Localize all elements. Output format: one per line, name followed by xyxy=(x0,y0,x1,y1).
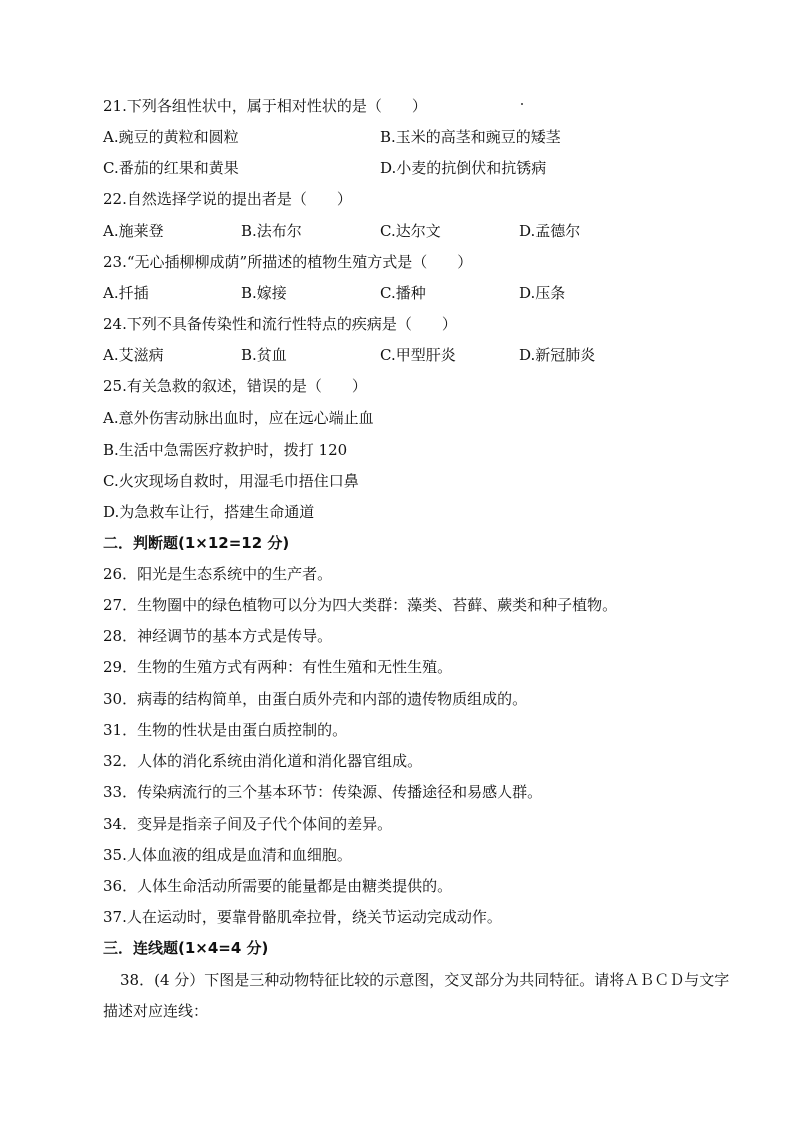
q24-option-a: A.艾滋病 xyxy=(103,346,164,364)
judge-item: 30．病毒的结构简单，由蛋白质外壳和内部的遗传物质组成的。 xyxy=(103,690,528,708)
judge-item: 34．变异是指亲子间及子代个体间的差异。 xyxy=(103,815,393,833)
judge-item: 33．传染病流行的三个基本环节：传染源、传播途径和易感人群。 xyxy=(103,783,543,801)
q21-option-b: B.玉米的高茎和豌豆的矮茎 xyxy=(380,128,561,146)
question-23: 23.“无心插柳柳成荫”所描述的植物生殖方式是（ ） xyxy=(103,253,473,271)
q25-option-b: B.生活中急需医疗救护时，拨打 120 xyxy=(103,441,348,459)
q25-option-a: A.意外伤害动脉出血时，应在远心端止血 xyxy=(103,409,374,427)
judge-item: 27．生物圈中的绿色植物可以分为四大类群：藻类、苔藓、蕨类和种子植物。 xyxy=(103,596,618,614)
section-2-title: 二．判断题(1×12=12 分) xyxy=(103,534,290,552)
question-25: 25.有关急救的叙述，错误的是（ ） xyxy=(103,377,367,395)
q23-option-c: C.播种 xyxy=(380,284,426,302)
question-38-continued: 描述对应连线： xyxy=(103,1002,209,1020)
q23-option-a: A.扦插 xyxy=(103,284,149,302)
judge-item: 26．阳光是生态系统中的生产者。 xyxy=(103,565,333,583)
q25-option-c: C.火灾现场自救时，用湿毛巾捂住口鼻 xyxy=(103,472,359,490)
q24-option-d: D.新冠肺炎 xyxy=(519,346,596,364)
q25-option-d: D.为急救车让行，搭建生命通道 xyxy=(103,503,315,521)
judge-item: 35.人体血液的组成是血清和血细胞。 xyxy=(103,846,352,864)
judge-item: 37.人在运动时，要靠骨骼肌牵拉骨，绕关节运动完成动作。 xyxy=(103,908,502,926)
judge-item: 28．神经调节的基本方式是传导。 xyxy=(103,627,333,645)
question-38: 38．(4 分）下图是三种动物特征比较的示意图，交叉部分为共同特征。请将ＡＢＣＤ与文字 xyxy=(120,971,730,989)
q23-option-d: D.压条 xyxy=(519,284,566,302)
q22-option-c: C.达尔文 xyxy=(380,222,441,240)
judge-item: 31．生物的性状是由蛋白质控制的。 xyxy=(103,721,348,739)
judge-item: 32．人体的消化系统由消化道和消化器官组成。 xyxy=(103,752,423,770)
section-3-title: 三．连线题(1×4=4 分) xyxy=(103,939,269,957)
q24-option-b: B.贫血 xyxy=(241,346,287,364)
q24-option-c: C.甲型肝炎 xyxy=(380,346,456,364)
judge-item: 36．人体生命活动所需要的能量都是由糖类提供的。 xyxy=(103,877,453,895)
question-22: 22.自然选择学说的提出者是（ ） xyxy=(103,190,352,208)
q21-option-c: C.番茄的红果和黄果 xyxy=(103,159,239,177)
question-21: 21.下列各组性状中，属于相对性状的是（ ） xyxy=(103,97,427,115)
stray-mark xyxy=(521,103,523,105)
judge-item: 29．生物的生殖方式有两种：有性生殖和无性生殖。 xyxy=(103,658,453,676)
q22-option-b: B.法布尔 xyxy=(241,222,302,240)
q21-option-d: D.小麦的抗倒伏和抗锈病 xyxy=(380,159,547,177)
q21-option-a: A.豌豆的黄粒和圆粒 xyxy=(103,128,239,146)
question-24: 24.下列不具备传染性和流行性特点的疾病是（ ） xyxy=(103,315,457,333)
q22-option-d: D.孟德尔 xyxy=(519,222,581,240)
q22-option-a: A.施莱登 xyxy=(103,222,164,240)
q23-option-b: B.嫁接 xyxy=(241,284,287,302)
